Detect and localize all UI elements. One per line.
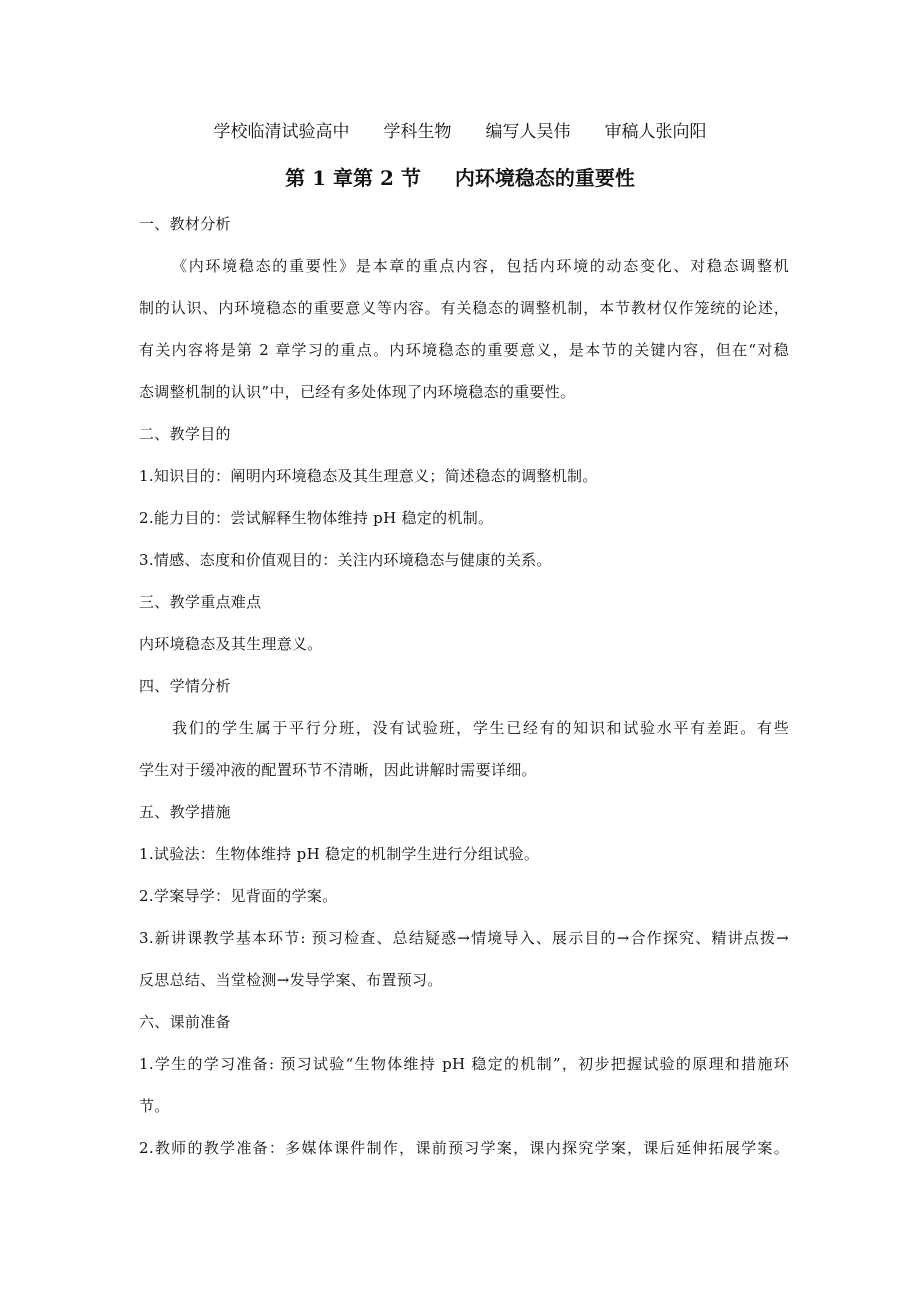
chapter-label: 第 1 章第 2 节 xyxy=(285,166,421,190)
list-item: 2.能力目的：尝试解释生物体维持 pH 稳定的机制。 xyxy=(139,509,494,527)
subject-label: 学科生物 xyxy=(383,122,452,142)
document-meta xyxy=(0,121,920,143)
section-heading: 一、教材分析 xyxy=(139,215,231,233)
school-label: 学校临清试验高中 xyxy=(213,122,350,142)
list-item: 1.学生的学习准备: 预习试验“生物体维持 pH 稳定的机制”，初步把握试验的原理和措施环 xyxy=(139,1055,789,1073)
section-heading: 五、教学措施 xyxy=(139,803,231,821)
paragraph-line: 制的认识、内环境稳态的重要意义等内容。有关稳态的调整机制，本节教材仅作笼统的论述， xyxy=(139,299,789,317)
list-item: 1.试验法：生物体维持 pH 稳定的机制学生进行分组试验。 xyxy=(139,845,540,863)
list-item: 3.新讲课教学基本环节: 预习检查、总结疑惑→情境导入、展示目的→合作探究、精讲点拨→ xyxy=(139,929,789,947)
lesson-title: 内环境稳态的重要性 xyxy=(454,166,635,190)
list-item: 3.情感、态度和价值观目的：关注内环境稳态与健康的关系。 xyxy=(139,551,552,569)
paragraph-line: 《内环境稳态的重要性》是本章的重点内容，包括内环境的动态变化、对稳态调整机 xyxy=(172,257,789,275)
page-title xyxy=(0,165,920,191)
author-label: 编写人吴伟 xyxy=(485,122,571,142)
paragraph-line: 我们的学生属于平行分班，没有试验班，学生已经有的知识和试验水平有差距。有些 xyxy=(172,719,789,737)
list-item: 1.知识目的：阐明内环境稳态及其生理意义；简述稳态的调整机制。 xyxy=(139,467,598,485)
paragraph-line: 态调整机制的认识”中，已经有多处体现了内环境稳态的重要性。 xyxy=(139,383,576,401)
list-item-continuation: 反思总结、当堂检测→发导学案、布置预习。 xyxy=(139,971,443,989)
list-item-continuation: 节。 xyxy=(139,1097,170,1115)
list-item: 2.学案导学：见背面的学案。 xyxy=(139,887,338,905)
paragraph-line: 学生对于缓冲液的配置环节不清晰，因此讲解时需要详细。 xyxy=(139,761,537,779)
paragraph-line: 有关内容将是第 2 章学习的重点。内环境稳态的重要意义，是本节的关键内容，但在“对稳 xyxy=(139,341,789,359)
section-heading: 六、课前准备 xyxy=(139,1013,231,1031)
section-heading: 三、教学重点难点 xyxy=(139,593,262,611)
list-item: 2.教师的教学准备：多媒体课件制作，课前预习学案，课内探究学案，课后延伸拓展学案。 xyxy=(139,1139,789,1157)
section-heading: 二、教学目的 xyxy=(139,425,231,443)
reviewer-label: 审稿人张向阳 xyxy=(604,122,707,142)
section-heading: 四、学情分析 xyxy=(139,677,231,695)
paragraph-line: 内环境稳态及其生理意义。 xyxy=(139,635,323,653)
